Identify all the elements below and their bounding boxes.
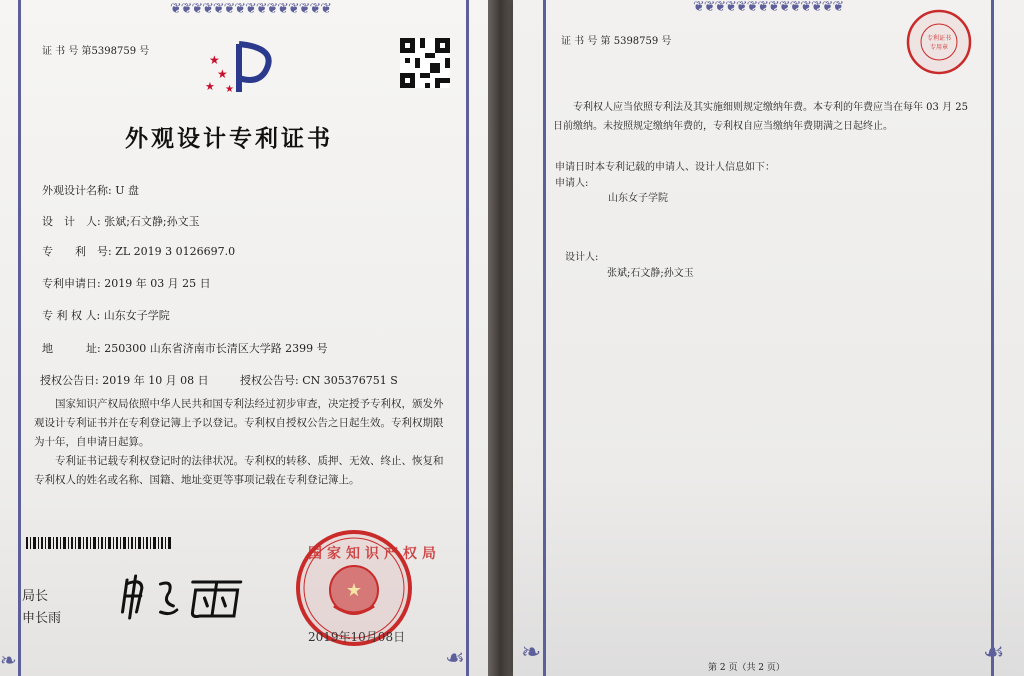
legal-paragraph-1: 国家知识产权局依照中华人民共和国专利法经过初步审查，决定授予专利权，颁发外观设计专利证书并在专利登记簿上予以登记。专利权自授权公告之日起生效。专利权期限为十年，自申请日起算。	[34, 398, 444, 448]
border-right	[991, 0, 994, 676]
certificate-page-2	[513, 0, 1024, 676]
field-grant-number: 授权公告号: CN 305376751 S	[240, 374, 398, 387]
patent-stamp-icon	[905, 8, 973, 76]
field-design-name: 外观设计名称: U 盘	[42, 184, 139, 197]
designer-label: 设计人:	[565, 252, 599, 263]
svg-text:专利证书: 专利证书	[926, 35, 952, 42]
designer-value: 张斌;石文静;孙文玉	[607, 268, 694, 279]
field-patent-number: 专 利 号: ZL 2019 3 0126697.0	[42, 245, 236, 258]
field-patentee: 专 利 权 人: 山东女子学院	[42, 309, 170, 322]
certificate-number: 证 书 号 第5398759 号	[42, 46, 150, 57]
qr-code-icon	[400, 38, 450, 88]
top-ornament: ❦❦❦❦❦❦❦❦❦❦❦❦❦❦	[693, 0, 844, 15]
seal-date: 2019年10月08日	[308, 630, 406, 644]
legal-paragraph-2: 专利证书记载专利权登记时的法律状况。专利权的转移、质押、无效、终止、恢复和专利权人的姓名或名称、国籍、地址变更等事项记载在专利登记簿上。	[34, 455, 444, 486]
cnipa-logo-icon	[205, 38, 285, 98]
field-grant-date: 授权公告日: 2019 年 10 月 08 日	[40, 374, 209, 387]
border-right	[466, 0, 469, 676]
svg-text:★: ★	[209, 53, 220, 67]
field-address: 地 址: 250300 山东省济南市长清区大学路 2399 号	[42, 342, 328, 355]
seal-text: 国家知识产权局	[308, 546, 441, 562]
border-left	[543, 0, 546, 676]
field-designers: 设 计 人: 张斌;石文静;孙文玉	[42, 215, 200, 228]
certificate-number: 证 书 号 第 5398759 号	[561, 36, 672, 47]
bottom-right-ornament: ☙	[445, 646, 464, 671]
director-name: 申长雨	[22, 611, 62, 626]
field-filing-date: 专利申请日: 2019 年 03 月 25 日	[42, 277, 211, 290]
svg-text:★: ★	[345, 580, 363, 601]
applicant-value: 山东女子学院	[608, 193, 668, 204]
svg-text:★: ★	[205, 80, 215, 93]
page-gap	[488, 0, 513, 676]
barcode-icon	[26, 537, 172, 549]
director-signature	[114, 572, 252, 631]
fee-notice: 专利权人应当依照专利法及其实施细则规定缴纳年费。本专利的年费应当在每年 03 月 25 日前缴纳。未按照规定缴纳年费的，专利权自应当缴纳年费期满之日起终止。	[553, 102, 968, 132]
bottom-left-ornament: ❧	[521, 638, 541, 666]
applicant-header: 申请日时本专利记载的申请人、设计人信息如下：	[555, 162, 775, 173]
bottom-left-ornament: ❧	[0, 648, 16, 672]
director-title: 局长	[22, 589, 49, 604]
applicant-label: 申请人:	[555, 178, 589, 189]
top-ornament: ❦❦❦❦❦❦❦❦❦❦❦❦❦❦❦	[170, 1, 331, 17]
bottom-right-ornament: ☙	[983, 638, 1004, 666]
svg-text:★: ★	[217, 67, 228, 81]
certificate-title: 外观设计专利证书	[125, 125, 333, 152]
page-footer: 第 2 页（共 2 页）	[708, 663, 785, 673]
border-left	[18, 0, 21, 676]
certificate-page-1	[0, 0, 488, 676]
svg-text:专用章: 专用章	[929, 44, 949, 51]
svg-text:★: ★	[225, 84, 234, 95]
